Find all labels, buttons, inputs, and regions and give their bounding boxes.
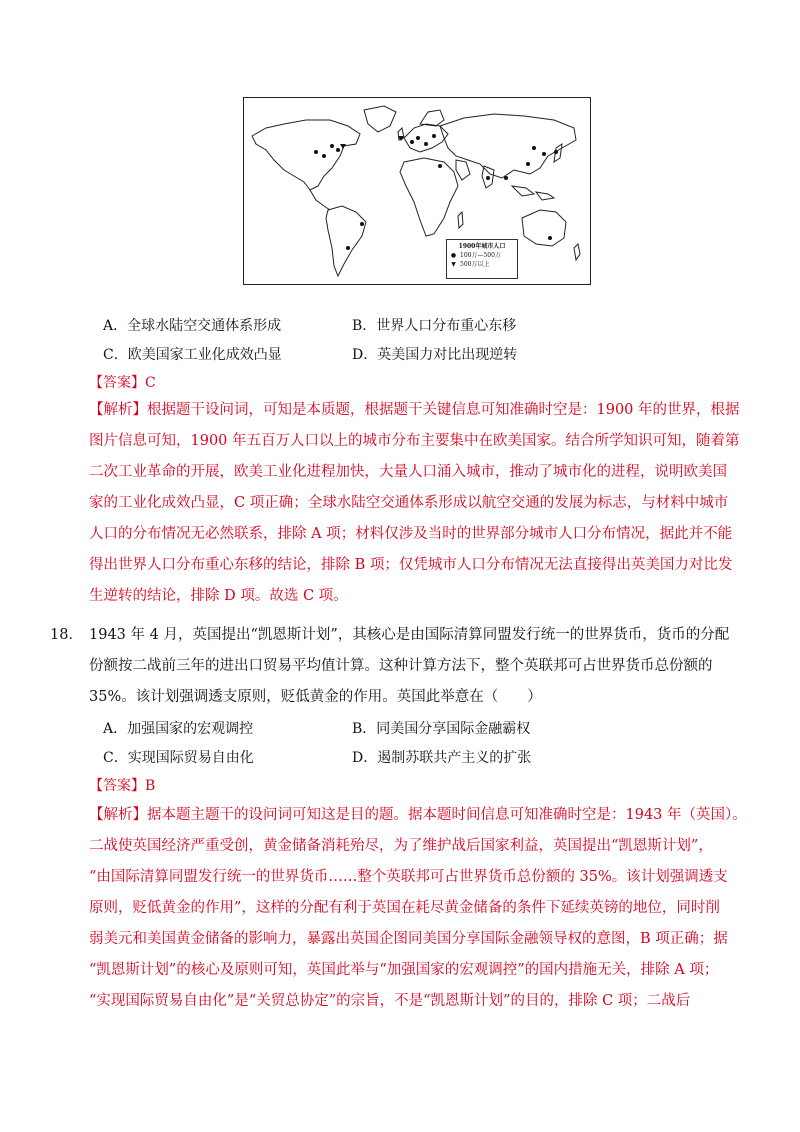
stem-line: 1943 年 4 月，英国提出“凯恩斯计划”，其核心是由国际清算同盟发行统一的世界货币，货币的分配 [89,627,730,643]
q18-option-a: A．加强国家的宏观调控 [103,721,254,737]
q17-option-d: D．英美国力对比出现逆转 [352,347,518,363]
q18-answer: 【答案】B [89,778,156,794]
dot-icon: ● [450,252,457,259]
q17-answer: 【答案】C [89,375,156,391]
analysis-line: 人口的分布情况无必然联系，排除 A 项；材料仅涉及当时的世界部分城市人口分布情况，据此并不能 [89,526,733,542]
q18-option-b: B．同美国分享国际金融霸权 [352,721,531,737]
q18-option-d: D．遏制苏联共产主义的扩张 [352,750,532,766]
world-city-population-map [243,97,591,285]
analysis-line: “实现国际贸易自由化”是“关贸总协定”的宗旨，不是“凯恩斯计划”的目的，排除 C 项；二战后 [89,993,691,1009]
triangle-icon: ▼ [451,261,456,268]
legend-title: 1900年城市人口 [458,243,506,250]
analysis-line: “凯恩斯计划”的核心及原则可知，英国此举与“加强国家的宏观调控”的国内措施无关，排除 A 项； [89,962,719,978]
q17-option-b: B．世界人口分布重心东移 [352,318,517,334]
stem-line: 35%。该计划强调透支原则，贬低黄金的作用。英国此举意在（ ） [89,689,542,705]
q17-option-a: A．全球水陆空交通体系形成 [103,318,282,334]
world-map-drawing [244,98,590,284]
stem-line: 份额按二战前三年的进出口贸易平均值计算。这种计算方法下，整个英联邦可占世界货币总份额的 [89,658,713,674]
analysis-line: “由国际清算同盟发行统一的世界货币……整个英联邦可占世界货币总份额的 35%。该计划强调透支 [89,869,728,885]
q18-analysis [89,800,747,1017]
legend-label: 100万—500万 [460,252,501,259]
analysis-line: 图片信息可知，1900 年五百万人口以上的城市分布主要集中在欧美国家。结合所学知识可知，随着第 [89,433,740,449]
q17-analysis [89,395,739,612]
analysis-line: 家的工业化成效凸显，C 项正确；全球水陆空交通体系形成以航空交通的发展为标志，与材料中城市 [89,495,729,511]
q17-option-c: C．欧美国家工业化成效凸显 [103,347,282,363]
legend-item-5m-plus [450,260,514,269]
q18-option-c: C．实现国际贸易自由化 [103,750,254,766]
analysis-line: 弱美元和美国黄金储备的影响力，暴露出英国企图同美国分享国际金融领导权的意图，B 项正确；据 [89,931,728,947]
q18-stem [89,620,739,713]
analysis-line: 【解析】根据题干设问词，可知是本质题，根据题干关键信息可知准确时空是：1900 年的世界，根据 [89,402,740,418]
legend-item-1m-5m [450,251,514,260]
analysis-line: 二战使英国经济严重受创，黄金储备消耗殆尽，为了维护战后国家利益，英国提出“凯恩斯计划”， [89,838,713,854]
analysis-line: 生逆转的结论，排除 D 项。故选 C 项。 [89,588,348,604]
legend-label: 500万以上 [460,261,490,268]
map-legend [446,239,518,279]
analysis-line: 原则，贬低黄金的作用”，这样的分配有利于英国在耗尽黄金储备的条件下延续英镑的地位，同时削 [89,900,720,916]
q18-number: 18． [50,627,83,643]
analysis-line: 二次工业革命的开展，欧美工业化进程加快，大量人口涌入城市，推动了城市化的进程，说明欧美国 [89,464,727,480]
analysis-line: 【解析】据本题主题干的设问词可知这是目的题。据本题时间信息可知准确时空是：1943 年（英国）。 [89,807,747,823]
analysis-line: 得出世界人口分布重心东移的结论，排除 B 项；仅凭城市人口分布情况无法直接得出英美国力对比发 [89,557,733,573]
